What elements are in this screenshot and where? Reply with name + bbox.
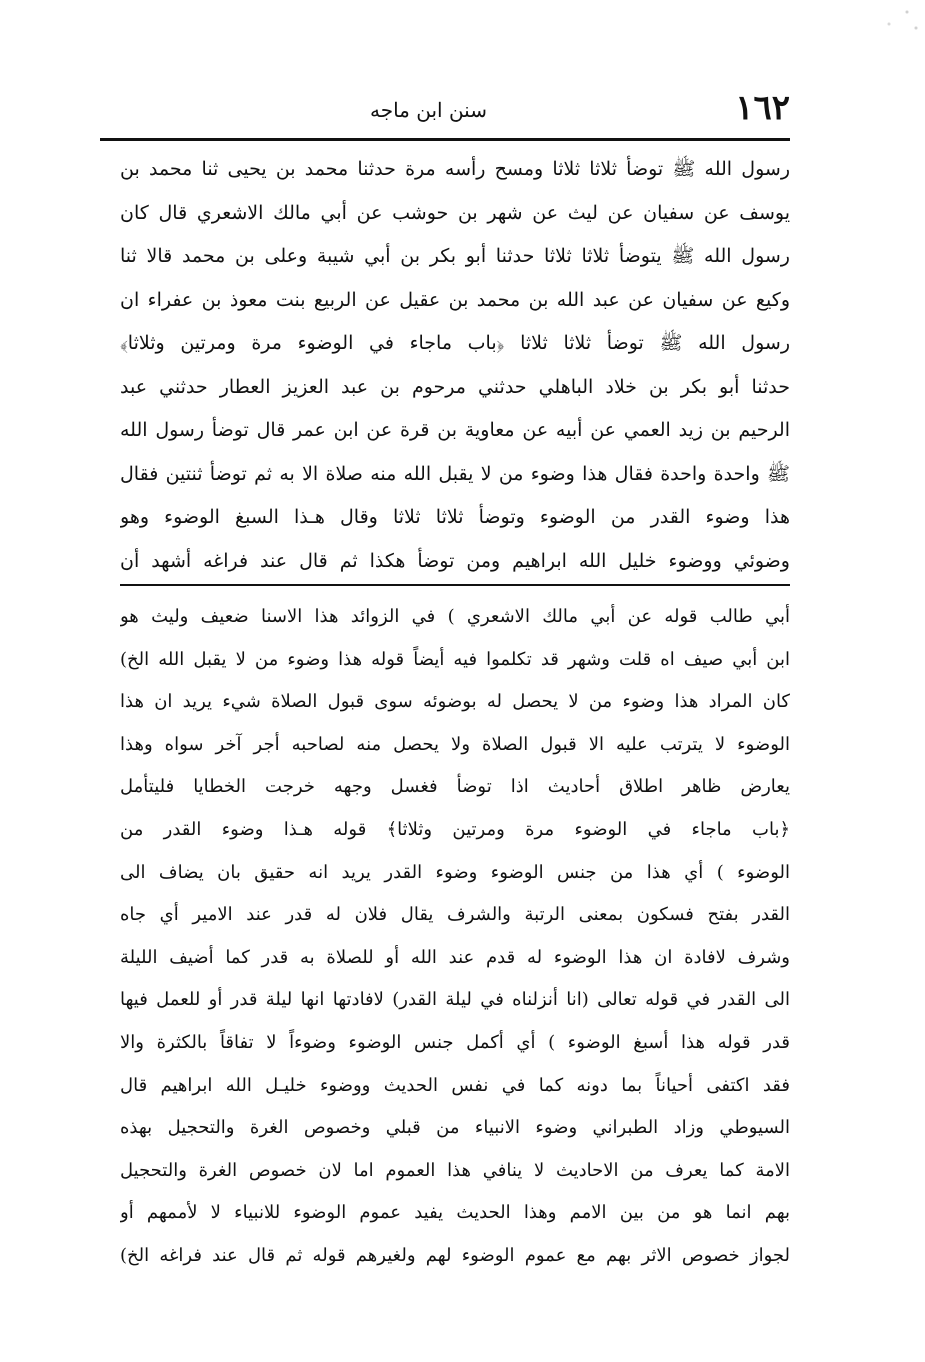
commentary-line: القدر بفتح فسكون بمعنى الرتبة والشرف يقال فلان له قدر عند الامير أي جاه xyxy=(120,904,790,926)
running-title: سنن ابن ماجه xyxy=(370,98,487,122)
commentary-line: الامة كما يعرف من الاحاديث لا ينافي هذا العموم اما لان خصوص الغرة والتحجيل xyxy=(120,1159,790,1181)
commentary-line: كان المراد هذا وضوء من لا يحصل له بوضوئه سوى قبول الصلاة شيء يريد ان هذا xyxy=(120,691,790,713)
commentary-line: أبي طالب قوله عن أبي مالك الاشعري ) في الزوائد هذا الاسنا ضعيف وليث هو xyxy=(120,606,790,627)
commentary-line: ابن أبي صيف اه قلت وشهر قد تكلموا فيه أيضاً قوله هذا وضوء من لا يقبل الله الخ) xyxy=(120,648,790,670)
main-line: الرحيم بن زيد العمي عن أبيه عن معاوية بن قرة عن ابن عمر قال توضأ رسول الله xyxy=(120,419,790,441)
main-line: وكيع عن سفيان عن عبد الله بن محمد بن عقيل عن الربيع بنت معوذ بن عفراء ان xyxy=(120,288,790,311)
hadith-text xyxy=(120,148,790,583)
main-line: رسول الله ﷺ توضأ ثلاثا ثلاثا ﴿باب ماجاء في الوضوء مرة ومرتين وثلاثا﴾ xyxy=(120,332,790,354)
main-line: حدثنا أبو بكر بن خلاد الباهلي حدثني مرحوم بن عبد العزيز العطار حدثني عبد xyxy=(120,375,790,398)
scan-speckle xyxy=(835,0,925,40)
page-number: ١٦٢ xyxy=(735,88,790,128)
main-line: وضوئي ووضوء خليل الله ابراهيم ومن توضأ هكذا ثم قال عند فراغه أشهد أن xyxy=(120,549,790,572)
commentary-text xyxy=(120,596,790,1278)
main-line: رسول الله ﷺ توضأ ثلاثا ثلاثا ومسح رأسه مرة حدثنا محمد بن يحيى ثنا محمد بن xyxy=(120,158,790,180)
header-rule xyxy=(100,138,790,141)
section-divider xyxy=(120,584,790,586)
main-line: هذا وضوء القدر من الوضوء وتوضأ ثلاثا ثلاثا وقال هـذا السبغ الوضوء وهو xyxy=(120,506,790,528)
commentary-line: وشرف لافادة ان هذا الوضوء له قدم عند الله أو للصلاة به قدر كما أضيف الليلة xyxy=(120,946,790,968)
commentary-line: الى القدر في قوله تعالى (انا أنزلناه في ليلة القدر) لافادتها انها ليلة قدر أو للعمل فيها xyxy=(120,989,790,1011)
commentary-line: فقد اكتفى أحياناً بما دونه كما في نفس الحديث ووضوء خليـل الله ابراهيم قال xyxy=(120,1074,790,1096)
main-line: ﷺ واحدة واحدة فقال هذا وضوء من لا يقبل الله منه صلاة الا به ثم توضأ ثنتين فقال xyxy=(120,462,790,485)
commentary-line: قدر قوله هذا أسبغ الوضوء ) أي أكمل جنس الوضوء وضوءاً لا تفاقاً بالكثرة والا xyxy=(120,1031,790,1053)
commentary-line: لجواز خصوص الاثر بهم مع عموم الوضوء لهم ولغيرهم قوله ثم قال عند فراغه الخ) xyxy=(120,1244,790,1266)
commentary-line: بهم انما هو من بين الامم وهذا الحديث يفيد عموم الوضوء للانبياء لا لأممهم أو xyxy=(120,1202,790,1224)
commentary-line: الوضوء لا يترتب عليه الا قبول الصلاة ولا يحصل منه لصاحبه أجر آخر سواه وهذا xyxy=(120,733,790,755)
main-line: رسول الله ﷺ يتوضأ ثلاثا ثلاثا حدثنا أبو بكر بن أبي شيبة وعلى بن محمد قالا ثنا xyxy=(120,245,790,267)
main-line: يوسف عن سفيان عن ليث عن شهر بن حوشب عن أبي مالك الاشعري قال كان xyxy=(120,201,790,224)
commentary-line: يعارض ظاهر اطلاق أحاديث اذا توضأ فغسل وجهه خرجت الخطايا فليتأمل xyxy=(120,776,790,798)
page-header xyxy=(100,88,790,136)
commentary-line: السيوطي وزاد الطبراني وضوء الانبياء من قبلي وخصوص الغرة والتحجيل بهذه xyxy=(120,1117,790,1139)
commentary-line: ﴿باب ماجاء في الوضوء مرة ومرتين وثلاثا﴾ قوله هـذا وضوء القدر من xyxy=(120,818,790,840)
commentary-line: الوضوء ) أي هذا من جنس الوضوء وضوء القدر يريد انه حقيق بان يضاف الى xyxy=(120,861,790,883)
